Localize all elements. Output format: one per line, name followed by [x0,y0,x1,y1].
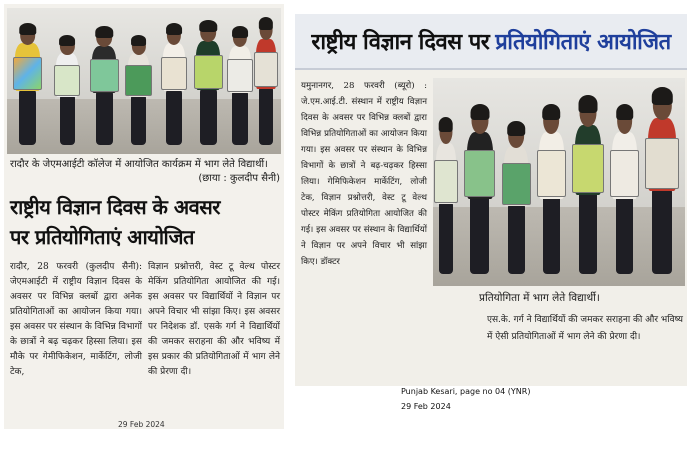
students-group-photo-right [433,78,685,286]
student-figure [572,99,605,274]
source-label: Punjab Kesari, page no 04 (YNR) [401,387,531,396]
headline-right [295,14,687,70]
students-group-photo-left [7,8,281,154]
student-figure [609,107,639,273]
article-column-left-1: रादौर, 28 फरवरी (कुलदीप सैनी): जेएमआईटी में राष्ट्रीय विज्ञान दिवस के अवसर पर विभिन्न क्लबों द्वारा अनेक प्रतियोगिताओं का आयोजन किया गया। इस अवसर पर संस्थान के विभिन्न विभागों के छात्रों ने बढ़ चढ़कर हिस्सा लिया। इस मौके पर गेमीफिकेशन, मार्केटिंग, लोजी टेक, [10,262,143,377]
student-figure [536,107,566,273]
article-column-left-2: विज्ञान प्रश्नोत्तरी, वेस्ट टू वेल्थ पोस्टर मेकिंग प्रतियोगिता आयोजित की गई। इस अवसर पर विद्यार्थियों ने विज्ञान पर अपने विचार भी सांझा किए। इस अवसर पर निदेशक डॉ. एसके गर्ग ने विद्यार्थियों की जमकर सराहना की और भविष्य में इस प्रकार की प्रतियोगिताओं में भाग लेने की प्रेरणा दी। [148,262,280,377]
article-column-right-1: यमुनानगर, 28 फरवरी (ब्यूरो) : जे.एम.आई.टी. संस्थान में राष्ट्रीय विज्ञान दिवस के अवसर पर विभिन्न क्लबों द्वारा विभिन्न प्रतियोगिताओं का आयोजन किया गया। इस अवसर पर संस्थान के विभिन्न विभागों के छात्रों ने बढ़-चढ़कर हिस्सा लिया। गेमिफिकेशन मार्केटिंग, लोजी टेक, विज्ञान प्रश्नोत्तरी, वेस्ट टू वेल्थ पोस्टर मेकिंग प्रतियोगिता आयोजित की गई। इस अवसर पर संस्थान के विद्यार्थियों ने विज्ञान पर अपने विचार भी सांझा किए। डॉक्टर [301,81,427,267]
student-figure [645,91,680,274]
headline-left-line2: पर प्रतियोगिताएं आयोजित [10,225,194,249]
photo-caption-right: प्रतियोगिता में भाग लेते विद्यार्थी। [479,292,600,304]
student-figure [254,20,279,146]
student-figure [12,26,42,146]
student-figure [433,120,458,274]
article-column-right-2: एस.के. गर्ग ने विद्यार्थियों की जमकर सराहना की और भविष्य में ऐसी प्रतियोगिताओं में भाग लेने की प्रेरणा दी। [487,315,683,342]
clipping-date-left: 29 Feb 2024 [118,420,165,429]
student-figure [160,26,187,146]
student-figure [54,37,81,145]
headline-right-plain: राष्ट्रीय विज्ञान दिवस पर [311,30,490,55]
headline-left-line1: राष्ट्रीय विज्ञान दिवस के अवसर [10,195,220,219]
student-figure [89,28,119,145]
headline-right-accent: प्रतियोगिताएं आयोजित [495,30,671,55]
student-figure [501,124,531,274]
student-figure [125,37,152,145]
student-figure [193,23,223,146]
source-date: 29 Feb 2024 [401,402,451,411]
newspaper-clipping-right [295,14,687,386]
student-figure [226,28,253,145]
student-figure [463,107,496,273]
photo-credit-left: (छाया : कुलदीप सैनी) [198,173,280,184]
newspaper-clipping-left [4,4,284,429]
photo-caption-left: रादौर के जेएमआईटी कॉलेज में आयोजित कार्यक्रम में भाग लेते विद्यार्थी। [10,159,268,170]
